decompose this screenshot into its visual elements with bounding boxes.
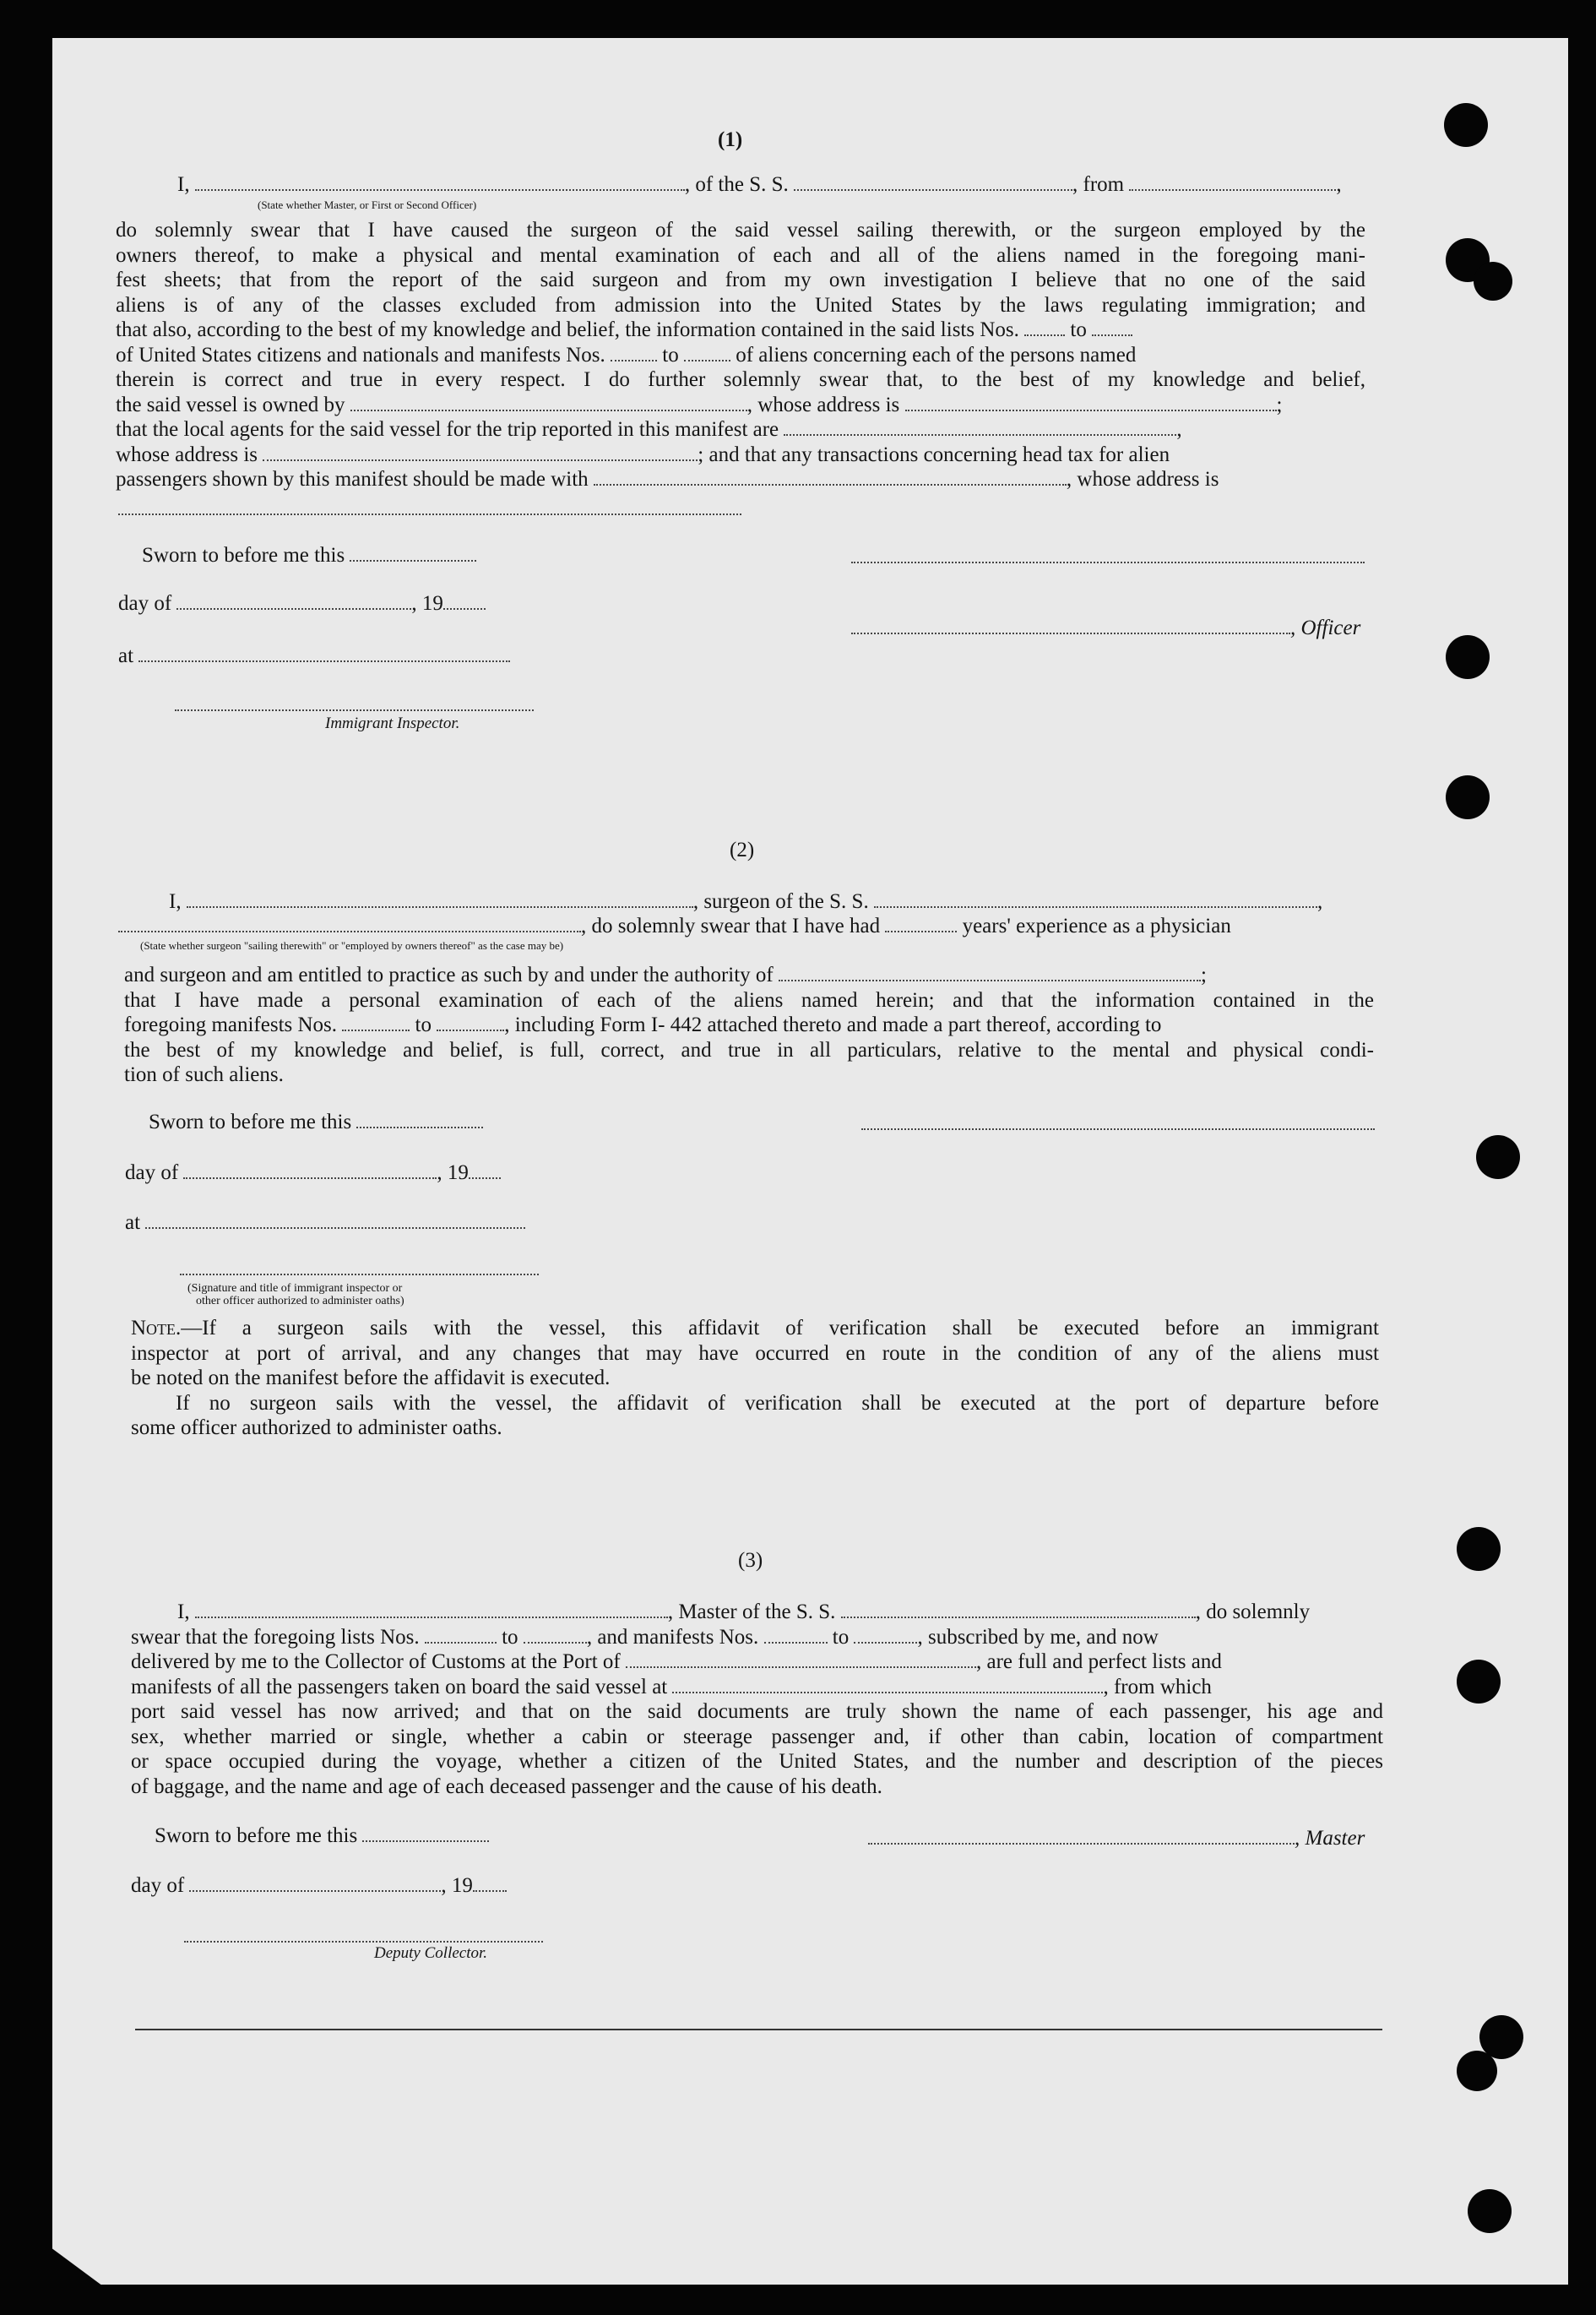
s1-para-8: the said vessel is owned by , whose address is ; xyxy=(116,393,1283,416)
s3-para-4: port said vessel has now arrived; and that on the said documents are truly shown the name of each passenger, his age and xyxy=(131,1700,1383,1723)
customs-port-field[interactable] xyxy=(626,1651,976,1668)
owner-address-field[interactable] xyxy=(905,394,1277,411)
s2-manifest-to-field[interactable] xyxy=(437,1014,504,1031)
s2-para-2: that I have made a personal examination of each of the aliens named herein; and that the information contained in the xyxy=(124,988,1374,1012)
s3-master-name-field[interactable] xyxy=(195,1601,668,1618)
s3-para-6: or space occupied during the voyage, whether a citizen of the United States, and the number and description of the pieces xyxy=(131,1750,1383,1773)
master-note: (State whether Master, or First or Second Officer) xyxy=(258,198,477,211)
bottom-rule xyxy=(135,2029,1382,2030)
s1-at: at xyxy=(118,644,510,669)
s3-para-5: sex, whether married or single, whether a cabin or steerage passenger and, if other than cabin, location of compartment xyxy=(131,1725,1383,1748)
manifest-to-field[interactable] xyxy=(684,345,730,361)
s2-day-field[interactable] xyxy=(183,1162,437,1179)
section-1-heading: (1) xyxy=(718,128,743,151)
s3-line-0: I, , Master of the S. S. , do solemnly xyxy=(177,1600,1311,1623)
citizen-list-from-field[interactable] xyxy=(1024,319,1065,336)
punch-hole xyxy=(1474,262,1512,301)
note-label: Note. xyxy=(131,1317,182,1340)
immigrant-inspector-line[interactable] xyxy=(175,709,534,711)
years-experience-field[interactable] xyxy=(885,916,957,932)
punch-hole xyxy=(1446,775,1490,819)
s2-day-of: day of , 19 xyxy=(125,1160,501,1186)
s1-at-field[interactable] xyxy=(138,645,510,662)
s3-vessel-name-field[interactable] xyxy=(841,1601,1196,1618)
vessel-owner-field[interactable] xyxy=(350,394,747,411)
s2-line-0: I, , surgeon of the S. S. , xyxy=(169,890,1323,913)
s3-para-7: of baggage, and the name and age of each deceased passenger and the cause of his death. xyxy=(131,1774,882,1798)
boarding-port-field[interactable] xyxy=(672,1676,1103,1693)
s2-vessel-name-field[interactable] xyxy=(874,891,1317,908)
s1-para-7: therein is correct and true in every respect. I do further solemnly swear that, to the best of my knowledge and belief, xyxy=(116,368,1365,391)
surgeon-note: (State whether surgeon "sailing therewith" or "employed by owners thereof" as the case may be) xyxy=(140,939,564,952)
master-name-field[interactable] xyxy=(195,174,685,191)
surgeon-signature-line[interactable] xyxy=(861,1128,1375,1130)
punch-hole xyxy=(1446,635,1490,679)
s1-year-field[interactable] xyxy=(443,593,486,610)
s1-para-1: do solemnly swear that I have caused the surgeon of the said vessel sailing therewith, or the surgeon employed by the xyxy=(116,219,1365,242)
s3-para-3: manifests of all the passengers taken on board the said vessel at , from which xyxy=(131,1675,1212,1698)
head-tax-address-field[interactable] xyxy=(118,514,741,515)
s2-para-3: foregoing manifests Nos. to , including Form I- 442 attached thereto and made a part thereof, according to xyxy=(124,1013,1162,1036)
surgeon-status-field[interactable] xyxy=(118,916,581,932)
s1-line-0: I, , of the S. S. , from , xyxy=(177,173,1342,196)
s1-para-10: whose address is ; and that any transactions concerning head tax for alien xyxy=(116,443,1170,466)
s2-manifest-from-field[interactable] xyxy=(342,1014,410,1031)
s1-para-5: that also, according to the best of my knowledge and belief, the information contained in the said lists Nos. to xyxy=(116,318,1132,343)
head-tax-contact-field[interactable] xyxy=(594,469,1067,486)
s1-para-9: that the local agents for the said vessel for the trip reported in this manifest are , xyxy=(116,418,1182,441)
s1-para-6: of United States citizens and nationals and manifests Nos. to of aliens concerning each of the persons named xyxy=(116,343,1137,367)
deputy-collector-line[interactable] xyxy=(184,1941,543,1943)
s3-manifest-from-field[interactable] xyxy=(764,1627,828,1644)
s3-day-field[interactable] xyxy=(189,1875,441,1892)
s3-lists-to-field[interactable] xyxy=(524,1627,587,1644)
agents-address-field[interactable] xyxy=(263,444,698,461)
s1-para-2: owners thereof, to make a physical and mental examination of each and all of the aliens named in the foregoing mani- xyxy=(116,243,1365,267)
s3-para-1: swear that the foregoing lists Nos. to , and manifests Nos. to , subscribed by me, and now xyxy=(131,1625,1159,1649)
manifest-from-field[interactable] xyxy=(611,345,657,361)
s2-para-4: the best of my knowledge and belief, is full, correct, and true in all particulars, relative to the mental and physical condi- xyxy=(124,1038,1374,1062)
s2-sworn: Sworn to before me this xyxy=(149,1110,483,1135)
s2-sig-note-1: (Signature and title of immigrant inspector or xyxy=(187,1282,403,1295)
local-agents-field[interactable] xyxy=(784,419,1176,436)
s2-at-field[interactable] xyxy=(145,1212,525,1229)
practice-authority-field[interactable] xyxy=(779,965,1201,981)
note-line-4: If no surgeon sails with the vessel, the affidavit of verification shall be executed at the port of departure before xyxy=(176,1391,1379,1415)
departure-port-field[interactable] xyxy=(1129,174,1336,191)
s2-officer-signature-line[interactable] xyxy=(180,1274,539,1275)
officer-signature-field[interactable] xyxy=(851,617,1290,634)
note-line-1: Note.—If a surgeon sails with the vessel, this affidavit of verification shall be executed before an immigrant xyxy=(131,1317,1379,1340)
s1-sworn-date-field[interactable] xyxy=(350,545,476,562)
s3-year-field[interactable] xyxy=(473,1875,507,1892)
deputy-collector-label: Deputy Collector. xyxy=(374,1944,488,1962)
punch-hole xyxy=(1476,1135,1520,1179)
s2-para-1: and surgeon and am entitled to practice as such by and under the authority of ; xyxy=(124,964,1207,986)
s3-sworn: Sworn to before me this xyxy=(155,1823,489,1849)
note-line-5: some officer authorized to administer oaths. xyxy=(131,1416,502,1439)
punch-hole xyxy=(1457,1527,1501,1571)
citizen-list-to-field[interactable] xyxy=(1092,319,1132,336)
s2-at: at xyxy=(125,1210,525,1236)
s3-lists-from-field[interactable] xyxy=(425,1627,497,1644)
s2-line-1: , do solemnly swear that I have had years' experience as a physician xyxy=(118,914,1231,939)
s2-sig-note-2: other officer authorized to administer oaths) xyxy=(196,1295,404,1307)
s1-para-11: passengers shown by this manifest should be made with , whose address is xyxy=(116,468,1219,491)
s1-day-field[interactable] xyxy=(176,593,411,610)
section-3-heading: (3) xyxy=(738,1549,763,1572)
s3-manifest-to-field[interactable] xyxy=(854,1627,917,1644)
punch-hole xyxy=(1468,2189,1512,2233)
s3-para-2: delivered by me to the Collector of Customs at the Port of , are full and perfect lists and xyxy=(131,1650,1222,1673)
s1-sworn: Sworn to before me this xyxy=(142,543,476,568)
s1-signature-line[interactable] xyxy=(851,562,1365,563)
s1-officer: , Officer xyxy=(851,616,1360,641)
s2-para-5: tion of such aliens. xyxy=(124,1063,284,1086)
s1-para-3: fest sheets; that from the report of the said surgeon and from my own investigation I believe that no one of the said xyxy=(116,269,1365,291)
immigrant-inspector-label: Immigrant Inspector. xyxy=(325,715,460,732)
s2-sworn-date-field[interactable] xyxy=(356,1111,483,1128)
note-line-3: be noted on the manifest before the affidavit is executed. xyxy=(131,1367,611,1389)
s3-day-of: day of , 19 xyxy=(131,1873,507,1899)
s1-day-of: day of , 19 xyxy=(118,591,486,617)
punch-hole xyxy=(1457,1660,1501,1704)
vessel-name-field[interactable] xyxy=(794,174,1072,191)
punch-hole xyxy=(1457,2051,1497,2091)
s1-para-4: aliens is of any of the classes excluded from admission into the United States by the laws regulating immigration; and xyxy=(116,293,1365,317)
punch-hole xyxy=(1444,103,1488,147)
surgeon-name-field[interactable] xyxy=(187,891,693,908)
note-line-2: inspector at port of arrival, and any changes that may have occurred en route in the condition of any of the aliens must xyxy=(131,1341,1379,1365)
master-signature-field[interactable] xyxy=(868,1828,1295,1845)
s3-sworn-date-field[interactable] xyxy=(362,1825,489,1842)
s2-year-field[interactable] xyxy=(469,1162,501,1179)
s3-master-sign: , Master xyxy=(868,1826,1365,1851)
section-2-heading: (2) xyxy=(730,839,755,861)
